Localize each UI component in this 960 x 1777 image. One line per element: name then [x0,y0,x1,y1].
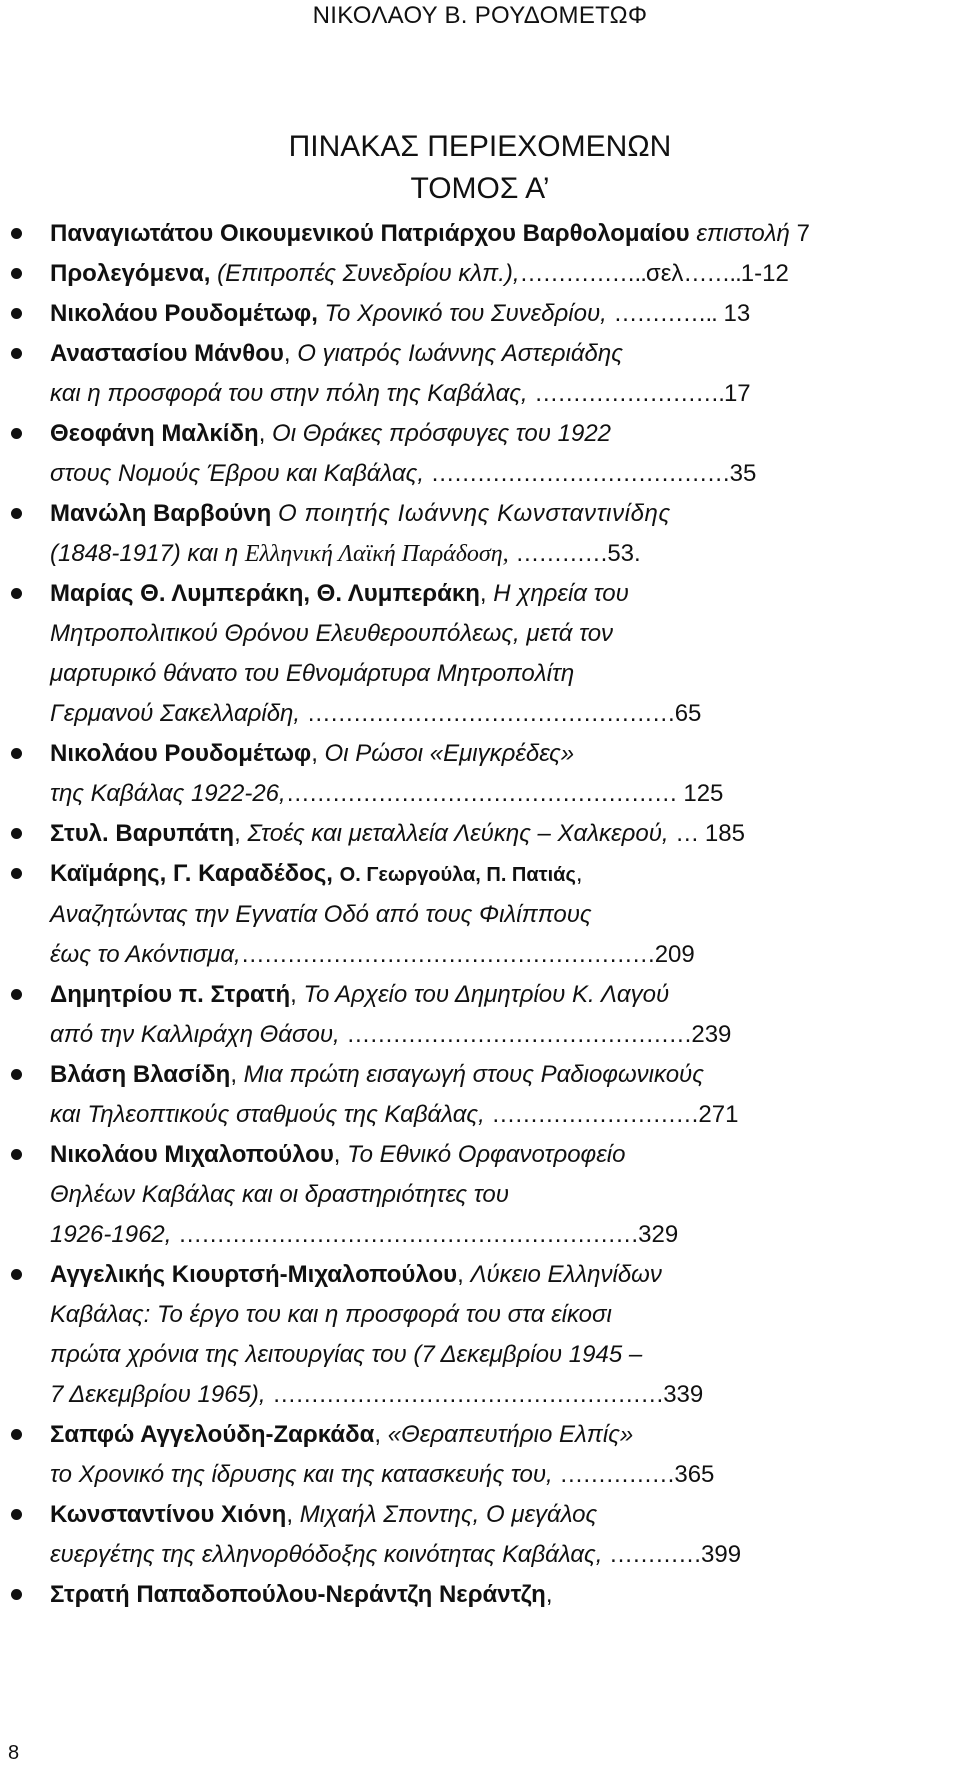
entry-author: Κωνσταντίνου Χιόνη [50,1501,287,1528]
entry-title: επιστολή [696,220,790,247]
toc-entry: Νικολάου Ρουδομέτωφ, Οι Ρώσοι «Εμιγκρέδες» της Καβάλας 1922-26,…………………………………………… 125 [0,734,960,814]
entry-title-line-2: και η προσφορά του στην πόλη της Καβάλας, [50,380,528,407]
entry-dots: …………… [559,1461,675,1488]
entry-page: 65 [674,700,702,727]
table-of-contents [0,214,960,1615]
entry-author: Προλεγόμενα, [50,260,211,287]
entry-dots: ……………………… [491,1101,699,1128]
entry-title-line-4: Γερμανού Σακελλαρίδη, [50,700,301,727]
entry-title-line-1: Λύκειο Ελληνίδων [470,1261,662,1288]
entry-title-line-2: Θηλέων Καβάλας και οι δραστηριότητες του [50,1181,509,1208]
entry-page: 365 [674,1461,715,1488]
toc-entry [0,214,960,254]
entry-page: 1-12 [740,260,789,287]
entry-author: Νικολάου Μιχαλοπούλου [50,1141,334,1168]
entry-dots: ………….. [613,300,717,327]
entry-title-line-1: Η χηρεία του [493,580,629,607]
entry-author: Στυλ. Βαρυπάτη [50,820,235,847]
entry-dots: ………………………………… [430,460,730,487]
entry-author: Σαπφώ Αγγελούδη-Ζαρκάδα [50,1421,375,1448]
entry-author: Μαρίας Θ. Λυμπεράκη, Θ. Λυμπεράκη [50,580,480,607]
toc-entry: Αναστασίου Μάνθου, Ο γιατρός Ιωάννης Αστεριάδης και η προσφορά του στην πόλη της Καβάλας, …………………….17 [0,334,960,414]
page-number: 8 [8,1742,20,1764]
entry-title: Στοές και μεταλλεία Λεύκης – Χαλκερού, [247,820,669,847]
entry-title-line-2: Καβάλας: Το έργο του και η προσφορά του στα είκοσι [50,1301,612,1328]
entry-author: Βλάση Βλασίδη [50,1061,231,1088]
entry-author: Στρατή Παπαδοπούλου-Νεράντζη Νεράντζη [50,1581,546,1608]
entry-dots: …………………………………………… [272,1381,664,1408]
entry-author: Αναστασίου Μάνθου [50,340,284,367]
entry-title-line-1: Μια πρώτη εισαγωγή στους Ραδιοφωνικούς [243,1061,704,1088]
entry-dots: …………………………………………………… [178,1221,639,1248]
entry-page: 35 [729,460,757,487]
entry-page: 13 [723,300,751,327]
entry-title-line-1: Ο γιατρός Ιωάννης Αστεριάδης [297,340,623,367]
entry-title-line-2: της Καβάλας 1922-26, [50,780,286,807]
volume-title: ΤΟΜΟΣ Α’ [410,172,550,205]
entry-dots: ………………………………………… [306,700,675,727]
entry-title-line-3: 1926-1962, [50,1221,172,1248]
toc-entry: Θεοφάνη Μαλκίδη, Οι Θράκες πρόσφυγες του 1922 στους Νομούς Έβρου και Καβάλας, …………………………………35 [0,414,960,494]
entry-title-line-2a: (1848-1917) και η [50,540,239,567]
entry-author: Δημητρίου π. Στρατή [50,981,291,1008]
entry-title-line-2b: Ελληνική Λαϊκή Παράδοση, [244,541,509,567]
entry-title-line-1: Το Αρχείο του Δημητρίου Κ. Λαγού [303,981,670,1008]
entry-page: 125 [683,780,724,807]
entry-title-line-2: ευεργέτης της ελληνορθόδοξης κοινότητας Καβάλας, [50,1541,603,1568]
entry-page: 239 [691,1021,732,1048]
entry-title: (Επιτροπές Συνεδρίου κλπ.), [217,260,520,287]
entry-dots: ………… [515,540,608,567]
entry-title-line-2: έως το Ακόντισμα, [50,941,241,968]
entry-dots-2: …….. [683,260,741,287]
toc-entry: Στρατή Παπαδοπούλου-Νεράντζη Νεράντζη, [0,1575,960,1615]
toc-entry: Βλάση Βλασίδη, Μια πρώτη εισαγωγή στους Ραδιοφωνικούς και Τηλεοπτικούς σταθμούς της Καβάλας, ………………………271 [0,1055,960,1135]
entry-dots: ………… [609,1541,702,1568]
entry-title-line-2: στους Νομούς Έβρου και Καβάλας, [50,460,424,487]
toc-entry: Στυλ. Βαρυπάτη, Στοές και μεταλλεία Λεύκης – Χαλκερού, … 185 [0,814,960,854]
entry-dots: ……………………. [534,380,724,407]
entry-author-2: Ο. Γεωργούλα, Π. Πατιάς [339,864,576,886]
entry-title-line-2: και Τηλεοπτικούς σταθμούς της Καβάλας, [50,1101,485,1128]
entry-title-line-1: Μιχαήλ Σποντης, Ο μεγάλος [299,1501,598,1528]
toc-entry [0,494,960,574]
toc-entry: Αγγελικής Κιουρτσή-Μιχαλοπούλου, Λύκειο Ελληνίδων Καβάλας: Το έργο του και η προσφορά του στα είκοσι πρώτα χρόνια της λειτουργίας του (7 Δεκεμβρίου 1945 – 7 Δεκεμβρίου 1965), ……………………………………………339 [0,1255,960,1415]
entry-page: 209 [654,941,695,968]
entry-title-line-1: Οι Θράκες πρόσφυγες του 1922 [272,420,612,447]
entry-title-line-3: μαρτυρικό θάνατο του Εθνομάρτυρα Μητροπολίτη [50,660,575,687]
toc-entry: Δημητρίου π. Στρατή, Το Αρχείο του Δημητρίου Κ. Λαγού από την Καλλιράχη Θάσου, ………………………………………239 [0,975,960,1055]
entry-page-label: σελ [645,260,684,287]
entry-dots: … [675,820,699,847]
toc-entry: Μαρίας Θ. Λυμπεράκη, Θ. Λυμπεράκη, Η χηρεία του Μητροπολιτικού Θρόνου Ελευθερουπόλεως, μετά τον μαρτυρικό θάνατο του Εθνομάρτυρα Μητροπολίτη Γερμανού Σακελλαρίδη, …………………………………………65 [0,574,960,734]
entry-title-line-3: πρώτα χρόνια της λειτουργίας του (7 Δεκεμβρίου 1945 – [50,1341,643,1368]
toc-entry: Νικολάου Μιχαλοπούλου, Το Εθνικό Ορφανοτροφείο Θηλέων Καβάλας και οι δραστηριότητες του 1926-1962, ……………………………………………………329 [0,1135,960,1255]
entry-title: Το Χρονικό του Συνεδρίου, [324,300,607,327]
entry-author: Αγγελικής Κιουρτσή-Μιχαλοπούλου [50,1261,458,1288]
entry-title-line-1: Ο ποιητής Ιωάννης Κωνσταντινίδης [277,500,671,527]
entry-page: 271 [698,1101,739,1128]
entry-author: Νικολάου Ρουδομέτωφ [50,740,312,767]
entry-title-line-1: Οι Ρώσοι «Εμιγκρέδες» [324,740,575,767]
entry-dots: …………………………………………… [285,780,677,807]
entry-author: Καϊμάρης, Γ. Καραδέδος, [50,860,333,887]
entry-dots: ……………………………………………… [240,941,655,968]
entry-author: Μανώλη Βαρβούνη [50,500,272,527]
entry-dots: ……………………………………… [346,1021,692,1048]
toc-entry: Κωνσταντίνου Χιόνη, Μιχαήλ Σποντης, Ο μεγάλος ευεργέτης της ελληνορθόδοξης κοινότητας Καβάλας, …………399 [0,1495,960,1575]
entry-page: 339 [663,1381,704,1408]
entry-title-line-2: από την Καλλιράχη Θάσου, [50,1021,340,1048]
entry-author: Θεοφάνη Μαλκίδη [50,420,259,447]
entry-author: Νικολάου Ρουδομέτωφ, [50,300,318,327]
entry-title-line-1: «Θεραπευτήριο Ελπίς» [387,1421,634,1448]
entry-page: 329 [638,1221,679,1248]
entry-page: 17 [723,380,751,407]
page-title: ΠΙΝΑΚΑΣ ΠΕΡΙΕΧΟΜΕΝΩΝ [288,130,672,163]
toc-entry [0,254,960,294]
entry-title-line-1: Αναζητώντας την Εγνατία Οδό από τους Φιλίππους [50,901,592,928]
entry-page: 185 [704,820,745,847]
toc-entry: Καϊμάρης, Γ. Καραδέδος, Ο. Γεωργούλα, Π. Πατιάς, Αναζητώντας την Εγνατία Οδό από τους Φιλίππους έως το Ακόντισμα,………………………………………………209 [0,854,960,975]
entry-author: Παναγιωτάτου Οικουμενικού Πατριάρχου Βαρθολομαίου [50,220,690,247]
entry-page: 53. [607,540,641,567]
entry-title-line-2: Μητροπολιτικού Θρόνου Ελευθερουπόλεως, μετά τον [50,620,614,647]
toc-entry: Σαπφώ Αγγελούδη-Ζαρκάδα, «Θεραπευτήριο Ελπίς» το Χρονικό της ίδρυσης και της κατασκευής του, ……………365 [0,1415,960,1495]
toc-entry [0,294,960,334]
running-header: ΝΙΚΟΛΑΟΥ Β. ΡΟΥΔΟΜΕΤΩΦ [312,2,648,29]
entry-title-line-2: το Χρονικό της ίδρυσης και της κατασκευής του, [50,1461,553,1488]
entry-title-line-1: Το Εθνικό Ορφανοτροφείο [347,1141,626,1168]
entry-title-line-4: 7 Δεκεμβρίου 1965), [50,1381,266,1408]
entry-page: 399 [701,1541,742,1568]
entry-dots: …………….. [519,260,646,287]
entry-page: 7 [796,220,810,247]
